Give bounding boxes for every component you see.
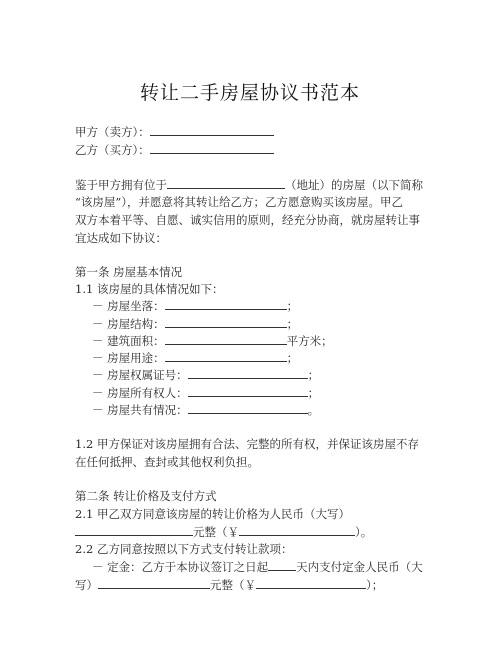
cert-blank <box>188 367 308 379</box>
price-number-blank <box>239 524 355 536</box>
clause-2-1-amount <box>75 524 372 539</box>
deposit-text: － 定金：乙方于本协议签订之日起 <box>92 560 269 574</box>
party-b-line <box>75 142 274 157</box>
preamble-line-4: 宜达成如下协议： <box>75 231 167 245</box>
party-b-blank <box>150 142 274 154</box>
deposit-text: 元整（￥ <box>210 578 256 592</box>
deposit-text: 天内支付定金人民币（大 <box>296 560 423 574</box>
preamble-line-1 <box>75 177 423 192</box>
clause-1-2-line-2: 在任何抵押、查封或其他权利负担。 <box>75 455 259 469</box>
preamble-text: 鉴于甲方拥有位于 <box>75 178 167 192</box>
owner-blank <box>188 385 308 397</box>
deposit-number-blank <box>256 577 366 589</box>
clause-1-1: 1.1 该房屋的具体情况如下： <box>75 282 224 296</box>
item-structure <box>92 316 298 331</box>
article-2-heading: 第二条 转让价格及支付方式 <box>75 489 217 503</box>
preamble-line-2: “该房屋”），并愿意将其转让给乙方；乙方愿意购买该房屋。甲乙 <box>75 195 404 209</box>
item-label: － 房屋权属证号： <box>92 368 188 382</box>
item-punct: ； <box>307 386 320 400</box>
item-shared <box>92 402 319 417</box>
area-unit: 平方米； <box>286 334 333 348</box>
item-usage <box>92 350 298 365</box>
amount-text: ）。 <box>355 525 373 539</box>
document-title: 转让二手房屋协议书范本 <box>139 82 360 104</box>
location-blank <box>165 298 287 310</box>
item-location <box>92 298 298 313</box>
party-b-label: 乙方（买方）： <box>75 143 150 157</box>
article-1-heading: 第一条 房屋基本情况 <box>75 265 183 279</box>
amount-text: 元整（￥ <box>193 525 239 539</box>
item-label: － 房屋结构： <box>92 317 165 331</box>
item-label: － 房屋坐落： <box>92 299 165 313</box>
clause-1-2-line-1: 1.2 甲方保证对该房屋拥有合法、完整的所有权，并保证该房屋不存 <box>75 437 419 451</box>
deposit-line-1 <box>92 559 423 574</box>
deposit-days-blank <box>268 559 296 571</box>
preamble-line-3: 双方本着平等、自愿、诚实信用的原则，经充分协商，就房屋转让事 <box>75 213 420 227</box>
item-label: － 房屋所有权人： <box>92 386 188 400</box>
item-punct: ； <box>286 317 299 331</box>
item-label: － 房屋共有情况： <box>92 403 188 417</box>
structure-blank <box>165 316 287 328</box>
item-label: － 建筑面积： <box>92 334 165 348</box>
preamble-text: （地址）的房屋（以下简称 <box>285 178 423 192</box>
party-a-line <box>75 124 274 139</box>
item-cert <box>92 367 319 382</box>
clause-2-2: 2.2 乙方同意按照以下方式支付转让款项： <box>75 542 293 556</box>
deposit-line-2 <box>75 577 383 592</box>
clause-2-1: 2.1 甲乙双方同意该房屋的转让价格为人民币（大写） <box>75 507 350 521</box>
item-owner <box>92 385 319 400</box>
shared-blank <box>188 402 308 414</box>
item-punct: ； <box>307 368 320 382</box>
item-label: － 房屋用途： <box>92 351 165 365</box>
item-punct: ； <box>286 351 299 365</box>
deposit-words-blank <box>98 577 210 589</box>
item-punct: ； <box>286 299 299 313</box>
deposit-text: 写） <box>75 578 98 592</box>
usage-blank <box>165 350 287 362</box>
deposit-text: ）； <box>366 578 384 592</box>
price-words-blank <box>75 524 193 536</box>
party-a-label: 甲方（卖方）： <box>75 125 150 139</box>
item-punct: 。 <box>307 403 320 417</box>
area-blank <box>165 333 287 345</box>
party-a-blank <box>150 124 274 136</box>
item-area <box>92 333 333 348</box>
address-blank <box>167 177 285 189</box>
